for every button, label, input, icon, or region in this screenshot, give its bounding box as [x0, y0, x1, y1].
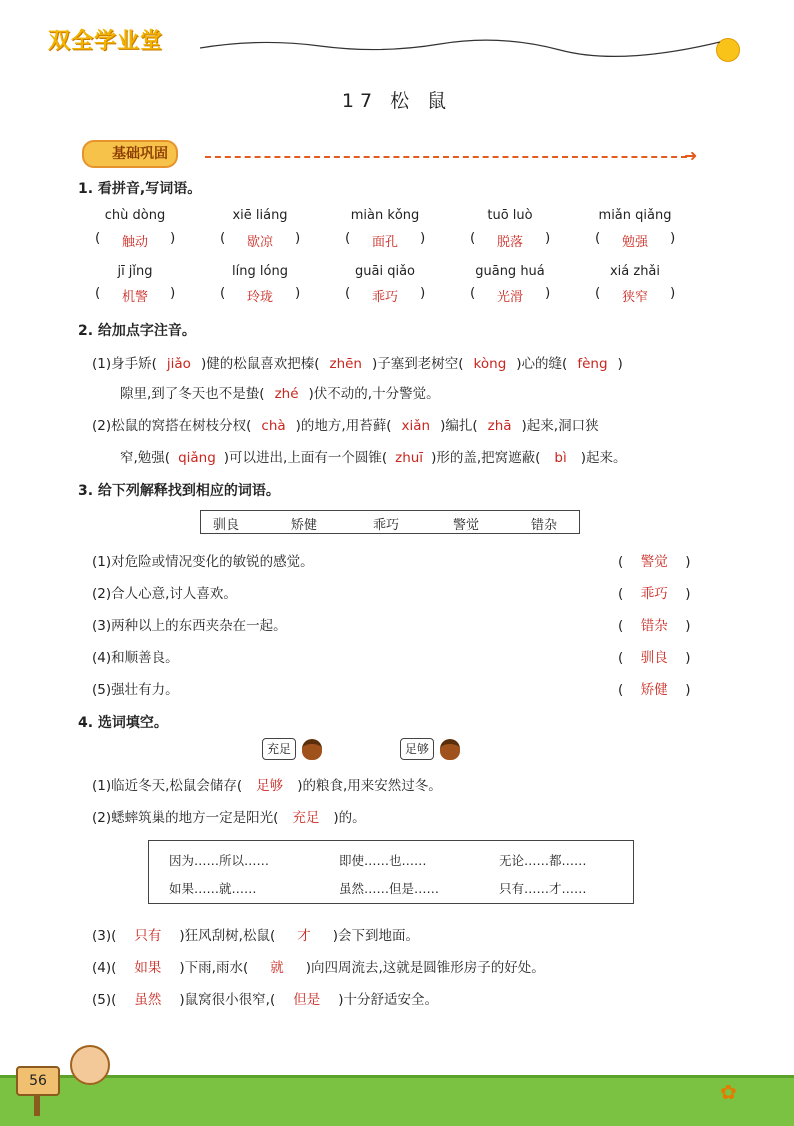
q1-pinyin: chù dòng [104, 208, 166, 223]
q3-title: 3. 给下列解释找到相应的词语。 [78, 483, 280, 499]
q4-sentence-2: (2)蟋蟀筑巢的地方一定是阳光( 充足 )的。 [92, 810, 366, 826]
paren: ( [345, 285, 351, 301]
q1-pinyin: líng lóng [232, 264, 288, 279]
paren: ) [545, 285, 551, 301]
paren: ( [95, 230, 101, 246]
q1-answer: 歇凉 [246, 235, 273, 250]
conjunction-item: 虽然……但是…… [339, 881, 440, 896]
q1-answer: 玲珑 [246, 290, 273, 305]
paren: ( [595, 285, 601, 301]
q1-pinyin: guāi qiǎo [355, 264, 415, 279]
q3-answer: ( 乖巧 ) [618, 586, 691, 602]
word-bank-item: 矫健 [291, 518, 318, 533]
word-bank [200, 510, 580, 534]
page-number: 56 [16, 1066, 60, 1096]
section-badge-label: 基础巩固 [112, 146, 168, 162]
q3-answer: ( 驯良 ) [618, 650, 691, 666]
boy-illustration [70, 1045, 110, 1085]
paren: ( [220, 285, 226, 301]
page-title: 17 松 鼠 [341, 90, 453, 112]
q1-answer: 光滑 [496, 290, 523, 305]
q4-sentence-3: (3)( 只有 )狂风刮树,松鼠( 才 )会下到地面。 [92, 928, 419, 944]
paren: ) [295, 230, 301, 246]
conjunction-item: 即使……也…… [339, 853, 427, 868]
q1-answer: 乖巧 [371, 290, 398, 305]
paren: ) [170, 285, 176, 301]
q1-pinyin: xiē liáng [232, 208, 288, 223]
conjunction-bank [148, 840, 634, 904]
q3-item: (2)合人心意,讨人喜欢。 [92, 586, 237, 602]
q1-pinyin: jī jǐng [117, 264, 153, 279]
paren: ) [170, 230, 176, 246]
q1-answer: 狭窄 [621, 290, 648, 305]
word-bank-item: 乖巧 [373, 518, 400, 533]
q3-answer: ( 矫健 ) [618, 682, 691, 698]
q3-item: (4)和顺善良。 [92, 650, 179, 666]
section-badge [82, 140, 178, 168]
paren: ( [595, 230, 601, 246]
option-chip: 充足 [262, 738, 296, 760]
conjunction-item: 如果……就…… [169, 881, 257, 896]
conjunction-item: 只有……才…… [499, 881, 587, 896]
acorn-icon [440, 739, 460, 760]
q3-item: (5)强壮有力。 [92, 682, 179, 698]
paren: ) [670, 230, 676, 246]
header-wave [200, 30, 720, 60]
paren: ) [545, 230, 551, 246]
q1-answer: 机警 [121, 290, 148, 305]
arrow-icon: ➜ [684, 146, 698, 165]
word-bank-item: 错杂 [531, 518, 558, 533]
acorn-icon [302, 739, 322, 760]
grass-ground [0, 1075, 794, 1126]
word-bank-item: 警觉 [453, 518, 480, 533]
q2-sentence-1: (1)身手矫( jiǎo )健的松鼠喜欢把榛( zhēn )子塞到老树空( kòng )心的缝( fèng ) [92, 356, 623, 372]
paren: ) [420, 230, 426, 246]
q1-answer: 触动 [121, 235, 148, 250]
paren: ( [220, 230, 226, 246]
q1-pinyin: tuō luò [487, 208, 533, 223]
q4-sentence-1: (1)临近冬天,松鼠会储存( 足够 )的粮食,用来安然过冬。 [92, 778, 442, 794]
paren: ( [470, 285, 476, 301]
q1-answer: 脱落 [496, 235, 523, 250]
conjunction-item: 因为……所以…… [169, 853, 270, 868]
q4-sentence-5: (5)( 虽然 )鼠窝很小很窄,( 但是 )十分舒适安全。 [92, 992, 438, 1008]
q1-title: 1. 看拼音,写词语。 [78, 181, 202, 197]
q1-pinyin: miàn kǒng [350, 208, 420, 223]
paren: ( [95, 285, 101, 301]
q1-pinyin: guāng huá [475, 264, 545, 279]
paren: ) [670, 285, 676, 301]
q1-answer: 勉强 [621, 235, 648, 250]
q4-title: 4. 选词填空。 [78, 715, 168, 731]
q1-pinyin: miǎn qiǎng [598, 208, 672, 223]
q2-title: 2. 给加点字注音。 [78, 323, 196, 339]
paren: ( [470, 230, 476, 246]
q3-item: (1)对危险或情况变化的敏锐的感觉。 [92, 554, 314, 570]
conjunction-item: 无论……都…… [499, 853, 587, 868]
q3-item: (3)两种以上的东西夹杂在一起。 [92, 618, 287, 634]
brand-logo: 双全学业堂 [48, 29, 164, 54]
paren: ) [420, 285, 426, 301]
q2-sentence-2: (2)松鼠的窝搭在树枝分杈( chà )的地方,用苔藓( xiǎn )编扎( zhā )起来,洞口狭 [92, 418, 599, 434]
word-bank-item: 驯良 [213, 518, 240, 533]
option-chip: 足够 [400, 738, 434, 760]
q3-answer: ( 警觉 ) [618, 554, 691, 570]
q1-answer: 面孔 [371, 235, 398, 250]
q2-sentence-2b: 窄,勉强( qiǎng )可以进出,上面有一个圆锥( zhuī )形的盖,把窝遮蔽( bì )起来。 [120, 450, 627, 466]
q3-answer: ( 错杂 ) [618, 618, 691, 634]
q2-sentence-1b: 隙里,到了冬天也不是蛰( zhé )伏不动的,十分警觉。 [120, 386, 440, 402]
q1-pinyin: xiá zhǎi [609, 264, 661, 279]
paren: ) [295, 285, 301, 301]
signpost [34, 1094, 40, 1116]
paren: ( [345, 230, 351, 246]
flower-icon: ✿ [720, 1080, 737, 1104]
section-divider [205, 156, 687, 158]
q4-sentence-4: (4)( 如果 )下雨,雨水( 就 )向四周流去,这就是圆锥形房子的好处。 [92, 960, 545, 976]
